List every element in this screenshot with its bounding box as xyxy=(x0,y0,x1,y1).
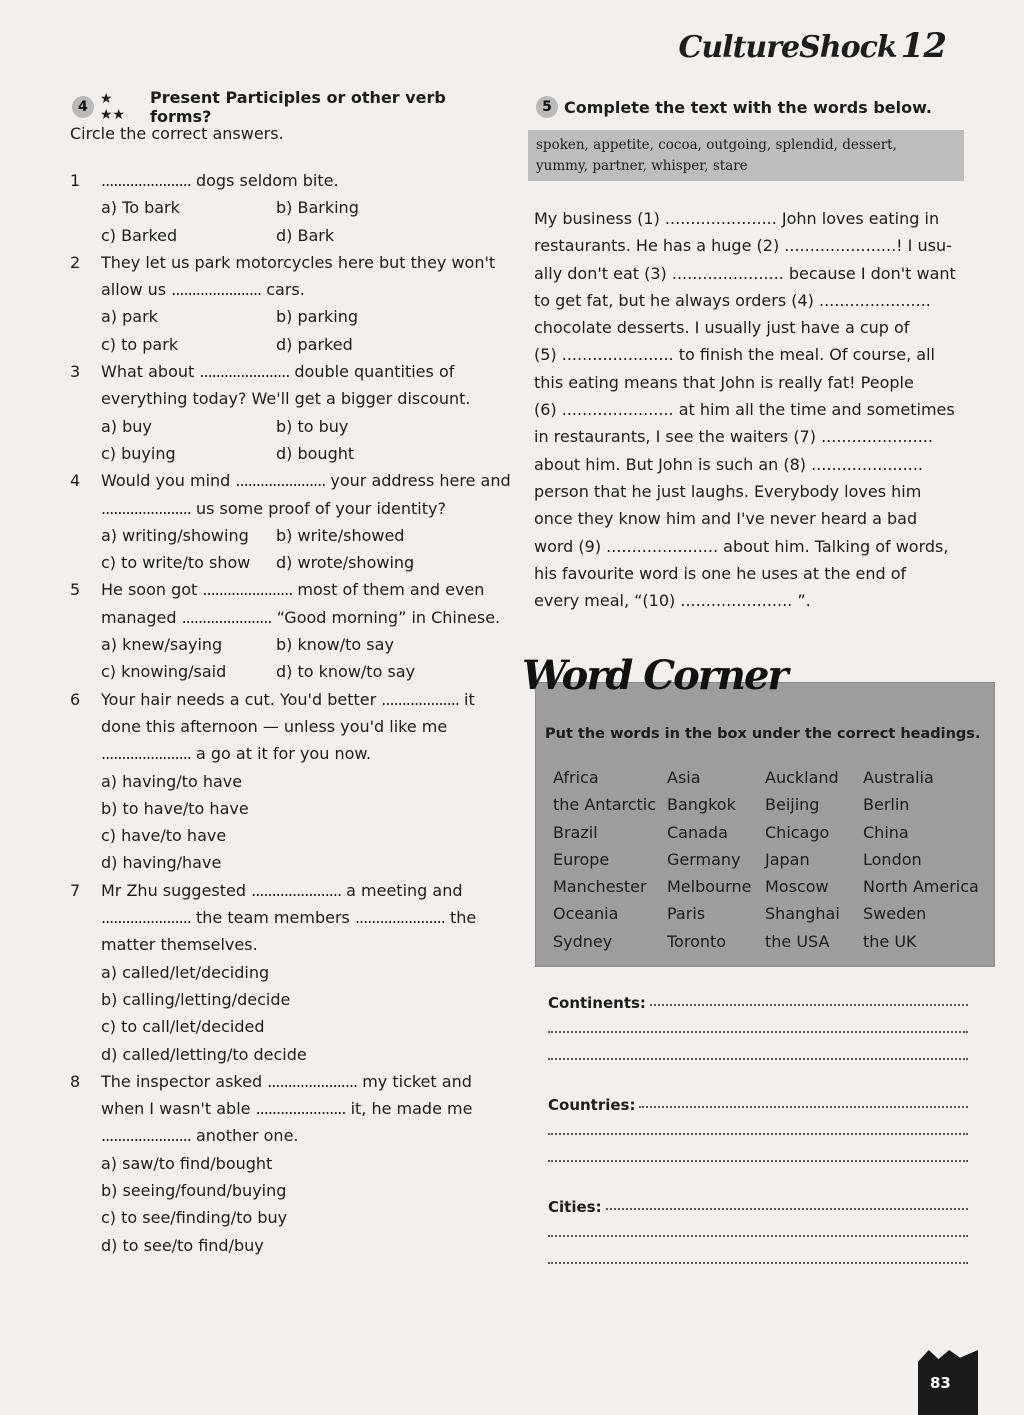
answer-line xyxy=(548,985,968,1012)
question-text-line xyxy=(70,276,510,303)
text-line: his favourite word is one he uses at the end of xyxy=(534,563,907,583)
continents-label: Continents: xyxy=(548,994,646,1012)
word-item: Chicago xyxy=(765,822,830,842)
unit-title: CultureShock xyxy=(678,30,897,65)
question-text-line xyxy=(70,1122,510,1149)
answer-blank[interactable]: ...................... xyxy=(181,607,272,627)
question-text: the team members xyxy=(195,908,350,928)
exercise-title: Present Participles or other verb forms? xyxy=(150,88,446,126)
text-line: restaurants. He has a huge (2) ......................! I usu- xyxy=(534,236,952,256)
exercise-4 xyxy=(70,88,511,1259)
text-line: (6) ...................... at him all the time and sometimes xyxy=(534,400,955,420)
option-c[interactable]: c) knowing/said xyxy=(101,662,227,682)
answer-line xyxy=(548,1141,968,1168)
answer-dotted-line[interactable] xyxy=(548,1261,968,1264)
option-c[interactable]: c) to write/to show xyxy=(101,553,251,573)
word-item: the USA xyxy=(765,931,830,951)
question-number: 5 xyxy=(70,580,81,600)
answer-dotted-line[interactable] xyxy=(548,1234,968,1237)
question-text: most of them and even xyxy=(297,580,485,600)
question-text: He soon got xyxy=(101,580,198,600)
word-row xyxy=(553,928,983,955)
option-d[interactable]: d) called/letting/to decide xyxy=(101,1044,307,1064)
option-c[interactable]: c) buying xyxy=(101,443,176,463)
options-row xyxy=(70,331,510,358)
exercise-4-heading xyxy=(70,88,510,126)
word-item: Paris xyxy=(667,904,706,924)
countries-section xyxy=(548,1087,968,1168)
question-text: The inspector asked xyxy=(101,1071,263,1091)
word-item: the Antarctic xyxy=(553,795,657,815)
option-b[interactable]: b) to buy xyxy=(276,416,349,436)
option-a[interactable]: a) saw/to find/bought xyxy=(101,1153,273,1173)
option-c[interactable]: c) have/to have xyxy=(101,826,227,846)
word-row xyxy=(553,764,983,791)
option-c[interactable]: c) to call/let/decided xyxy=(101,1017,265,1037)
option-b[interactable]: b) write/showed xyxy=(276,525,405,545)
question-text: us some proof of your identity? xyxy=(195,498,446,518)
answer-line xyxy=(548,1087,968,1114)
question-text: it xyxy=(464,689,475,709)
question-text-line xyxy=(70,740,510,767)
answer-dotted-line[interactable] xyxy=(548,1159,968,1162)
options-row xyxy=(70,658,510,685)
options-row xyxy=(70,440,510,467)
word-item: Bangkok xyxy=(667,795,736,815)
text-line: ally don't eat (3) ...................... because I don't want xyxy=(534,263,956,283)
word-corner-title: Word Corner xyxy=(522,652,787,699)
option-d[interactable]: d) to know/to say xyxy=(276,662,416,682)
cities-label: Cities: xyxy=(548,1198,602,1216)
answer-line xyxy=(548,1216,968,1243)
word-item: Sydney xyxy=(553,931,613,951)
option-b[interactable]: b) seeing/found/buying xyxy=(101,1180,287,1200)
word-item: Oceania xyxy=(553,904,619,924)
text-line: My business (1) ...................... John loves eating in xyxy=(534,209,940,228)
question-number: 8 xyxy=(70,1071,81,1091)
question-text: another one. xyxy=(195,1126,299,1146)
word-corner-box xyxy=(535,682,995,967)
text-line: about him. But John is such an (8) ...................... xyxy=(534,454,923,474)
question-text: my ticket and xyxy=(362,1071,472,1091)
question-text: a go at it for you now. xyxy=(195,744,372,764)
word-item: Shanghai xyxy=(765,904,840,924)
word-row xyxy=(553,791,983,818)
word-item: Beijing xyxy=(765,795,820,815)
option-d[interactable]: d) wrote/showing xyxy=(276,553,415,573)
word-item: Melbourne xyxy=(667,877,752,897)
answer-dotted-line[interactable] xyxy=(548,1057,968,1060)
answer-blank[interactable]: ...................... xyxy=(171,280,262,300)
word-item: North America xyxy=(863,877,979,897)
answer-blank[interactable]: ...................... xyxy=(354,908,445,928)
word-item: Berlin xyxy=(863,795,910,815)
word-item: Germany xyxy=(667,849,741,869)
question-text: cars. xyxy=(266,280,305,300)
question-text-line: done this afternoon — unless you'd like me xyxy=(101,716,448,736)
word-item: Manchester xyxy=(553,877,647,897)
text-line: (5) ...................... to finish the meal. Of course, all xyxy=(534,345,935,365)
word-item: Moscow xyxy=(765,877,829,897)
answer-dotted-line[interactable] xyxy=(606,1207,968,1210)
text-line: every meal, “(10) ...................... ”. xyxy=(534,591,811,611)
question-text: Your hair needs a cut. You'd better xyxy=(101,689,377,709)
exercise-instruction: Circle the correct answers. xyxy=(70,124,284,143)
question-text: Mr Zhu suggested xyxy=(101,880,247,900)
question-text-line: everything today? We'll get a bigger discount. xyxy=(101,389,471,409)
word-item: Toronto xyxy=(667,931,727,951)
question-number: 3 xyxy=(70,362,81,382)
question-text: when I wasn't able xyxy=(101,1099,251,1119)
question-text: a meeting and xyxy=(346,880,463,900)
question-text-line: matter themselves. xyxy=(101,935,258,955)
option-c[interactable]: c) Barked xyxy=(101,225,178,245)
answer-blank[interactable]: ...................... xyxy=(101,744,191,764)
question-list xyxy=(70,167,510,1259)
question-8 xyxy=(70,1068,510,1095)
answer-dotted-line[interactable] xyxy=(548,1132,968,1135)
answer-blank[interactable]: ................... xyxy=(381,689,459,709)
options-row xyxy=(70,522,510,549)
exercise-number-badge: 5 xyxy=(536,96,558,118)
option-b[interactable]: b) to have/to have xyxy=(101,798,249,818)
answer-dotted-line[interactable] xyxy=(548,1030,968,1033)
option-d[interactable]: d) having/have xyxy=(101,853,222,873)
word-item: Sweden xyxy=(863,904,927,924)
answer-blank[interactable]: ...................... xyxy=(199,362,290,382)
unit-number: 12 xyxy=(900,26,946,66)
option-d[interactable]: d) to see/to find/buy xyxy=(101,1235,264,1255)
word-item: London xyxy=(863,849,922,869)
answer-blank[interactable]: ...................... xyxy=(101,171,191,190)
word-bank-line: yummy, partner, whisper, stare xyxy=(536,158,748,174)
question-6 xyxy=(70,686,510,713)
option-a[interactable]: a) park xyxy=(101,307,158,327)
question-number: 4 xyxy=(70,471,81,491)
question-3 xyxy=(70,358,510,385)
cities-section xyxy=(548,1189,968,1270)
word-item: Africa xyxy=(553,768,599,787)
word-row xyxy=(553,846,983,873)
exercise-number-badge: 4 xyxy=(72,96,94,118)
continents-section xyxy=(548,985,968,1066)
answer-line xyxy=(548,1012,968,1039)
text-line: in restaurants, I see the waiters (7) ...................... xyxy=(534,427,933,447)
question-number: 1 xyxy=(70,171,81,190)
text-line: once they know him and I've never heard a bad xyxy=(534,509,918,529)
option-a[interactable]: a) buy xyxy=(101,416,152,436)
answer-line xyxy=(548,1039,968,1066)
option-b[interactable]: b) know/to say xyxy=(276,635,394,655)
word-row xyxy=(553,873,983,900)
answer-dotted-line[interactable] xyxy=(639,1105,968,1108)
question-text: managed xyxy=(101,607,177,627)
exercise-5 xyxy=(534,92,974,614)
word-corner-instruction: Put the words in the box under the correct headings. xyxy=(545,726,981,742)
question-1 xyxy=(70,167,510,194)
category-answers xyxy=(548,985,968,1291)
answer-blank[interactable]: ...................... xyxy=(267,1071,358,1091)
options-row xyxy=(70,549,510,576)
option-a[interactable]: a) knew/saying xyxy=(101,635,223,655)
answer-dotted-line[interactable] xyxy=(650,1003,968,1006)
word-row xyxy=(553,900,983,927)
question-text-line xyxy=(70,604,510,631)
text-line: to get fat, but he always orders (4) ...................... xyxy=(534,290,931,310)
question-text: double quantities of xyxy=(294,362,455,382)
option-b[interactable]: b) parking xyxy=(276,307,359,327)
option-d[interactable]: d) bought xyxy=(276,443,355,463)
answer-blank[interactable]: ...................... xyxy=(101,1126,191,1146)
question-number: 7 xyxy=(70,880,81,900)
option-a[interactable]: a) having/to have xyxy=(101,771,243,791)
word-item: Brazil xyxy=(553,822,598,842)
answer-blank[interactable]: ...................... xyxy=(235,471,326,491)
option-c[interactable]: c) to park xyxy=(101,334,179,354)
word-item: China xyxy=(863,822,909,842)
options-row xyxy=(70,222,510,249)
exercise-title: Complete the text with the words below. xyxy=(564,97,932,117)
question-text: your address here and xyxy=(330,471,511,491)
question-4 xyxy=(70,467,510,494)
option-a[interactable]: a) writing/showing xyxy=(101,525,249,545)
question-text-line xyxy=(70,1095,510,1122)
option-c[interactable]: c) to see/finding/to buy xyxy=(101,1208,288,1228)
question-text: allow us xyxy=(101,280,167,300)
question-number: 6 xyxy=(70,689,81,709)
option-b[interactable]: b) Barking xyxy=(276,198,359,218)
option-d[interactable]: d) parked xyxy=(276,334,353,354)
question-text: dogs seldom bite. xyxy=(195,171,339,190)
question-text-line xyxy=(70,495,510,522)
countries-label: Countries: xyxy=(548,1096,636,1114)
answer-blank[interactable]: ...................... xyxy=(101,908,191,928)
answer-line xyxy=(548,1189,968,1216)
answer-blank[interactable]: ...................... xyxy=(251,880,342,900)
question-text: it, he made me xyxy=(350,1099,473,1119)
question-text: the xyxy=(449,908,477,928)
question-5 xyxy=(70,576,510,603)
word-bank-line: spoken, appetite, cocoa, outgoing, splendid, dessert, xyxy=(536,137,897,153)
exercise-5-heading xyxy=(534,92,974,122)
option-b[interactable]: b) calling/letting/decide xyxy=(101,989,291,1009)
difficulty-stars-icon: ★ ★★ xyxy=(99,91,125,123)
question-text: Would you mind xyxy=(101,471,231,491)
answer-blank[interactable]: ...................... xyxy=(101,498,191,518)
word-grid xyxy=(553,764,983,955)
option-d[interactable]: d) Bark xyxy=(276,225,335,245)
answer-line xyxy=(548,1243,968,1270)
text-line: word (9) ...................... about him. Talking of words, xyxy=(534,536,949,556)
answer-blank[interactable]: ...................... xyxy=(255,1099,346,1119)
question-text-line xyxy=(70,904,510,931)
word-bank xyxy=(528,130,964,181)
option-a[interactable]: a) To bark xyxy=(101,198,180,218)
word-item: Europe xyxy=(553,849,610,869)
word-item: Australia xyxy=(863,768,934,787)
word-item: Canada xyxy=(667,822,728,842)
gap-fill-text xyxy=(534,205,974,614)
question-text: “Good morning” in Chinese. xyxy=(276,607,501,627)
text-line: chocolate desserts. I usually just have a cup of xyxy=(534,318,910,338)
answer-line xyxy=(548,1114,968,1141)
question-7 xyxy=(70,877,510,904)
word-item: Asia xyxy=(667,768,701,787)
answer-blank[interactable]: ...................... xyxy=(202,580,293,600)
page-header xyxy=(678,26,946,66)
question-text: What about xyxy=(101,362,195,382)
question-2 xyxy=(70,249,510,276)
question-number: 2 xyxy=(70,252,81,272)
text-line: person that he just laughs. Everybody loves him xyxy=(534,481,922,501)
text-line: this eating means that John is really fat! People xyxy=(534,372,914,392)
options-row xyxy=(70,303,510,330)
word-row xyxy=(553,819,983,846)
option-a[interactable]: a) called/let/deciding xyxy=(101,962,270,982)
options-row xyxy=(70,194,510,221)
page-number: 83 xyxy=(930,1374,951,1392)
options-row xyxy=(70,631,510,658)
word-item: Auckland xyxy=(765,768,839,787)
options-row xyxy=(70,413,510,440)
word-item: the UK xyxy=(863,931,917,951)
word-item: Japan xyxy=(765,849,810,869)
question-text: They let us park motorcycles here but they won't xyxy=(101,252,496,272)
